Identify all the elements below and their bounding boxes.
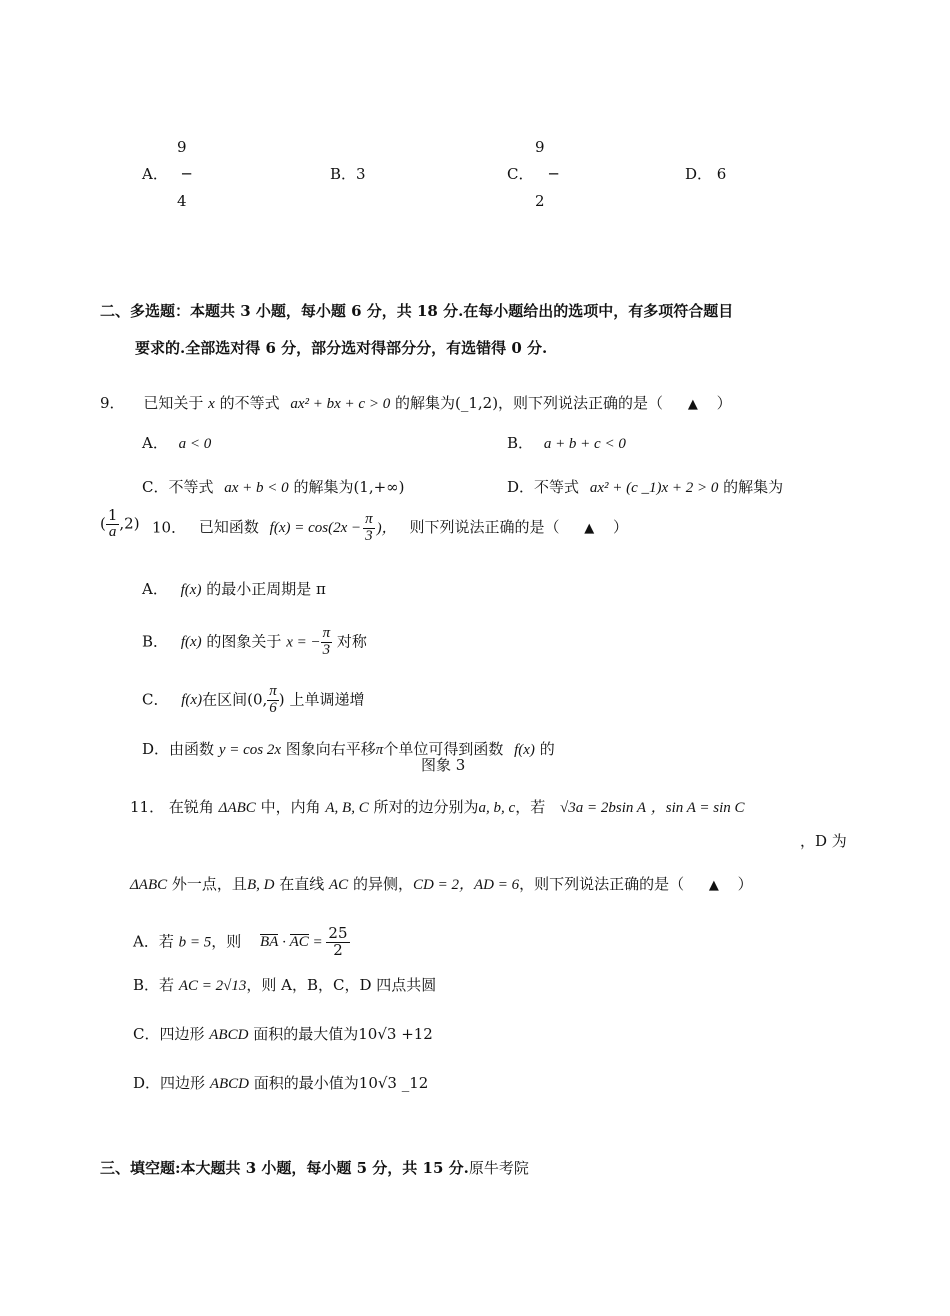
q11-option-a: A．若 b = 5，则 BA · AC = $\frac{25}{2}$ (133, 924, 348, 959)
q11-stem-line1 (130, 800, 745, 816)
option-text: 图象向右平移 (285, 740, 376, 758)
paren-open: ( (100, 514, 106, 533)
fraction-numerator: π (322, 625, 331, 641)
fraction-denominator: 6 (269, 699, 277, 716)
section2-heading-line1: 二、多选题：本题共 3 小题，每小题 6 分，共 18 分.在每小题给出的选项中，有多项符合题目 (100, 302, 734, 320)
option-expr: y = cos 2x (218, 742, 281, 758)
q11-close: ） (737, 875, 753, 893)
q9-close: ） (716, 394, 732, 412)
q10-function-close: )， (376, 520, 397, 537)
fraction-numerator: 1 (107, 506, 118, 524)
section3-heading (100, 1161, 529, 1176)
option-text-tail: 个单位可得到函数 (383, 740, 504, 758)
q11-answer-marker: ▲ (708, 878, 719, 893)
option-label: B．若 (133, 976, 175, 994)
q9-option-d (507, 480, 783, 496)
q9-option-b (507, 436, 626, 452)
option-label: C． (142, 690, 169, 709)
q11-option-c (133, 1027, 433, 1043)
option-text: 的解集为(1,+∞) (293, 478, 405, 496)
fraction-numerator: 25 (328, 924, 348, 942)
q10-pi-over-3 (363, 512, 375, 545)
q11-stem-d: ，若 (515, 798, 546, 816)
interval-close: ,2) (119, 514, 140, 533)
option-label: A．若 (133, 932, 174, 951)
q11-line2-d: ，则下列说法正确的是（ (519, 875, 685, 893)
option-text: 面积的最小值为 (253, 1074, 359, 1092)
option-text: ，则 (211, 932, 242, 951)
q11-stem-e: ，D 为 (800, 832, 847, 850)
option-text: 面积的最大值为 (253, 1025, 359, 1043)
section3-source: 原牛考院 (468, 1159, 529, 1177)
pi-over-3 (321, 626, 333, 659)
q10-stem (152, 512, 628, 545)
q8-a-bar: ─ (182, 165, 192, 183)
option-expr: ax + b < 0 (224, 480, 289, 496)
section3-title: 三、填空题:本大题共 3 小题，每小题 5 分，共 15 分. (100, 1159, 469, 1177)
q11-stem-c: 所对的边分别为 (373, 798, 479, 816)
option-value: 10√3 _12 (358, 1074, 429, 1092)
fraction-denominator: 3 (322, 641, 331, 658)
q9-var-x: x (208, 396, 215, 412)
q10-number: 10． (152, 518, 187, 537)
section2-heading-line2: 要求的.全部选对得 6 分，部分选对得部分分，有选错得 0 分. (135, 339, 548, 357)
q11-triangle: ΔABC (218, 800, 256, 816)
option-pi: π (375, 742, 384, 758)
q11-line2-c: 的异侧， (352, 875, 413, 893)
q11-line2-b: 在直线 (279, 875, 325, 893)
option-quad: ABCD (209, 1027, 249, 1043)
q10-option-b (142, 626, 367, 659)
q11-ad: ，AD = 6 (458, 877, 520, 893)
q11-option-d (133, 1076, 428, 1092)
option-expr: f(x) (181, 692, 203, 709)
option-quad: ABCD (209, 1076, 249, 1092)
q9-stem-c: 的解集为(_1,2)，则下列说法正确的是（ (395, 394, 664, 412)
option-text: 的解集为 (723, 478, 784, 496)
fraction-denominator: a (108, 523, 117, 540)
option-label: C．不等式 (142, 478, 214, 496)
option-text: 的最小正周期是 π (206, 580, 326, 598)
q11-line2-a: 外一点，且 (171, 875, 247, 893)
interval-open: (0, (247, 690, 268, 709)
option-value: 10√3 +12 (358, 1025, 433, 1043)
option-expr: f(x) (180, 634, 202, 651)
vector-ac: AC (289, 934, 309, 951)
option-cond: b = 5 (178, 934, 212, 951)
q11-triangle-2: ΔABC (130, 877, 168, 893)
q8-c-bar: ─ (549, 165, 559, 183)
q8-c-numerator: 9 (535, 138, 545, 156)
q8-option-b: B．3 (330, 165, 366, 183)
option-expr: ax² + (c _1)x + 2 > 0 (589, 480, 719, 496)
q10-option-a (142, 582, 326, 598)
option-label: A． (142, 165, 168, 183)
option-label: A． (142, 434, 168, 452)
option-text: ，则 A，B，C，D 四点共圆 (246, 976, 437, 994)
q10-close: ） (613, 518, 629, 537)
q11-angles: A, B, C (325, 800, 369, 816)
option-label: A． (142, 580, 168, 598)
option-label: D．不等式 (507, 478, 580, 496)
q10-function: f(x) = cos(2x − (269, 520, 362, 537)
q11-option-b (133, 978, 436, 994)
option-expr: f(x) (180, 582, 202, 598)
fraction-25-2 (326, 926, 349, 959)
q8-a-numerator: 9 (177, 138, 187, 156)
q11-points-bd: B, D (246, 877, 275, 893)
option-label: C．四边形 (133, 1025, 205, 1043)
q9-inequality: ax² + bx + c > 0 (290, 396, 391, 412)
q8-option-d: D． 6 (685, 165, 727, 183)
pi-over-6 (267, 684, 279, 717)
q11-condition-1: √3a = 2bsin A (560, 800, 647, 816)
fraction-numerator: π (365, 511, 373, 527)
interval-close: ) (278, 690, 285, 709)
fraction (106, 508, 120, 541)
option-cond: AC = 2√13 (178, 978, 247, 994)
fraction-denominator: 3 (365, 527, 373, 544)
q11-stem-a: 在锐角 (168, 798, 214, 816)
option-label: D．四边形 (133, 1074, 206, 1092)
q9-option-c (142, 480, 405, 496)
option-expr: a + b + c < 0 (543, 436, 626, 452)
q8-option-c: C． (507, 165, 534, 183)
option-text-end: 的 (539, 740, 555, 758)
option-text-tail: 对称 (336, 632, 367, 651)
q9-stem-b: 的不等式 (219, 394, 280, 412)
q11-stem-b: 中，内角 (260, 798, 321, 816)
q10-stem-a: 已知函数 (198, 518, 259, 537)
q10-answer-marker: ▲ (584, 521, 595, 537)
q8-option-a (142, 167, 168, 182)
q9-stem-a: 已知关于 (143, 394, 204, 412)
fraction-denominator: 2 (333, 940, 343, 959)
option-expr-eq: x = − (286, 634, 321, 651)
q11-sides: a, b, c (478, 800, 516, 816)
q11-stem-line2 (130, 877, 753, 893)
q10-option-d-below: 图象 3 (421, 756, 466, 774)
option-label: B． (142, 632, 169, 651)
option-text-tail: 上单调递增 (289, 690, 365, 709)
q10-stem-b: 则下列说法正确的是（ (409, 518, 560, 537)
q8-a-denominator: 4 (177, 192, 187, 210)
q9-stem (100, 396, 732, 412)
q8-c-denominator: 2 (535, 192, 545, 210)
fraction-numerator: π (269, 683, 277, 699)
option-text: 的图象关于 (206, 632, 282, 651)
option-label: D．由函数 (142, 740, 215, 758)
q10-option-d (142, 742, 555, 758)
option-expr-tail: f(x) (514, 742, 535, 758)
q9-number: 9． (100, 394, 125, 412)
q9-answer-marker: ▲ (687, 397, 698, 412)
vector-ba: BA (260, 934, 279, 951)
option-text: 在区间 (202, 690, 248, 709)
option-expr: a < 0 (178, 436, 212, 452)
q9-option-a (142, 436, 211, 452)
q11-condition-2: ，sin A = sin C (650, 800, 745, 816)
q11-line-ac: AC (329, 877, 349, 893)
q11-cd: CD = 2 (412, 877, 459, 893)
option-label: B． (507, 434, 534, 452)
q9-option-d-continued (100, 508, 140, 541)
q11-number: 11． (130, 798, 165, 816)
q10-option-c (142, 684, 364, 717)
